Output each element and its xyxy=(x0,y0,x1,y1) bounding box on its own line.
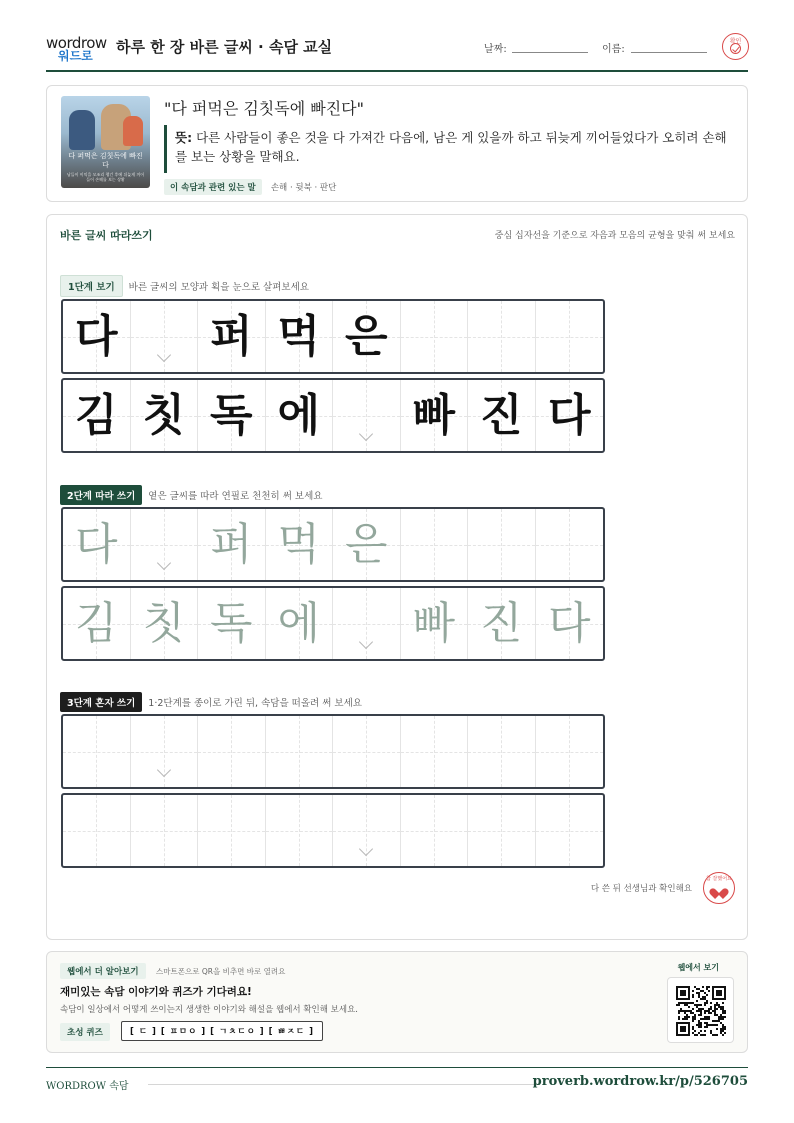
writing-cell xyxy=(63,301,131,372)
writing-cell xyxy=(333,380,401,451)
word-space-chevron-icon xyxy=(359,637,373,651)
writing-cell xyxy=(266,301,334,372)
step-3-desc: 1·2단계를 종이로 가린 뒤, 속담을 떠올려 써 보세요 xyxy=(148,697,362,709)
writing-cell[interactable] xyxy=(63,509,131,580)
step-1-badge: 1단계 보기 xyxy=(60,275,123,297)
writing-cell[interactable] xyxy=(536,795,604,866)
writing-glyph: 칫 xyxy=(142,598,185,649)
writing-glyph: 다 xyxy=(547,598,591,649)
writing-glyph: 다 xyxy=(547,390,591,441)
writing-cell xyxy=(198,301,266,372)
footer-rule xyxy=(148,1084,540,1085)
writing-cell[interactable] xyxy=(198,509,266,580)
writing-cell[interactable] xyxy=(468,588,536,659)
writing-glyph: 은 xyxy=(344,311,388,362)
stamp-label: 확인 xyxy=(729,38,742,45)
writing-cell xyxy=(266,380,334,451)
web-info-box xyxy=(46,951,748,1053)
writing-cell[interactable] xyxy=(401,716,469,787)
writing-glyph: 퍼 xyxy=(209,311,253,362)
check-note: 다 쓴 뒤 선생님과 확인해요 xyxy=(590,884,692,894)
related-list: 손해 · 뒷북 · 판단 xyxy=(270,182,337,193)
word-space-chevron-icon xyxy=(157,350,171,364)
footer-url[interactable]: proverb.wordrow.kr/p/526705 xyxy=(532,1074,748,1089)
writing-cell xyxy=(468,301,536,372)
writing-cell[interactable] xyxy=(333,795,401,866)
writing-cell xyxy=(198,380,266,451)
qr-code-icon xyxy=(676,986,726,1036)
step-3-badge: 3단계 혼자 쓰기 xyxy=(60,692,142,712)
writing-cell xyxy=(468,380,536,451)
step-3-row-2[interactable] xyxy=(61,793,605,868)
writing-cell[interactable] xyxy=(333,588,401,659)
web-headline: 재미있는 속담 이야기와 퀴즈가 기다려요! xyxy=(60,986,252,998)
meaning-text: 다른 사람들이 좋은 것을 다 가져간 다음에, 남은 게 있을까 하고 뒤늦게 끼어들었다가 오히려 손해를 보는 상황을 말해요. xyxy=(175,130,727,164)
section-title: 바른 글씨 따라쓰기 xyxy=(60,229,153,242)
writing-glyph: 빠 xyxy=(412,598,455,649)
quiz-label: 초성 퀴즈 xyxy=(60,1023,110,1041)
date-label: 날짜: xyxy=(484,44,507,55)
proverb-illustration xyxy=(61,96,150,188)
wordrow-logo xyxy=(46,34,108,64)
qr-code[interactable] xyxy=(667,977,734,1043)
step-2-row-2[interactable] xyxy=(61,586,605,661)
step-1-header xyxy=(60,275,309,295)
writing-glyph: 먹 xyxy=(277,519,320,570)
writing-cell[interactable] xyxy=(333,716,401,787)
check-stamp-icon xyxy=(722,33,749,60)
writing-glyph: 은 xyxy=(344,519,388,570)
writing-cell[interactable] xyxy=(468,716,536,787)
heart-stamp-icon xyxy=(703,872,735,904)
writing-glyph: 김 xyxy=(74,390,118,441)
writing-glyph: 진 xyxy=(479,598,523,649)
step-3-header xyxy=(60,691,362,711)
writing-glyph: 먹 xyxy=(277,311,320,362)
writing-cell xyxy=(131,301,199,372)
writing-cell[interactable] xyxy=(266,588,334,659)
step-2-header xyxy=(60,484,322,504)
writing-cell[interactable] xyxy=(198,795,266,866)
writing-practice-section xyxy=(46,214,748,940)
step-2-badge: 2단계 따라 쓰기 xyxy=(60,485,142,505)
word-space-chevron-icon xyxy=(359,844,373,858)
writing-cell[interactable] xyxy=(63,795,131,866)
proverb-meaning xyxy=(175,128,735,166)
date-field[interactable] xyxy=(512,52,588,53)
writing-cell xyxy=(131,380,199,451)
writing-cell xyxy=(536,301,604,372)
writing-glyph: 퍼 xyxy=(209,519,253,570)
related-words xyxy=(164,176,336,191)
web-description: 속담이 일상에서 어떻게 쓰이는지 생생한 이야기와 해설을 웹에서 확인해 보세요. xyxy=(60,1005,358,1015)
meaning-accent-bar xyxy=(164,125,167,173)
writing-cell[interactable] xyxy=(131,716,199,787)
writing-cell xyxy=(333,301,401,372)
step-1-row-1 xyxy=(61,299,605,374)
writing-cell[interactable] xyxy=(63,716,131,787)
step-2-row-1[interactable] xyxy=(61,507,605,582)
word-space-chevron-icon xyxy=(359,429,373,443)
writing-cell[interactable] xyxy=(468,795,536,866)
writing-cell[interactable] xyxy=(401,795,469,866)
writing-cell[interactable] xyxy=(266,795,334,866)
writing-glyph: 에 xyxy=(277,598,320,649)
writing-cell[interactable] xyxy=(63,588,131,659)
writing-cell xyxy=(536,380,604,451)
writing-glyph: 독 xyxy=(209,390,253,441)
writing-glyph: 다 xyxy=(74,519,118,570)
writing-cell[interactable] xyxy=(198,588,266,659)
initial-consonant-quiz: [ ㄷ ] [ ㅍㅁㅇ ] [ ㄱㅊㄷㅇ ] [ ㅃㅈㄷ ] xyxy=(121,1021,323,1041)
logo-text: wordrow xyxy=(46,34,107,52)
writing-cell[interactable] xyxy=(333,509,401,580)
writing-cell xyxy=(63,380,131,451)
name-label: 이름: xyxy=(602,44,625,55)
name-field[interactable] xyxy=(631,52,707,53)
page-header xyxy=(46,30,748,72)
footer-brand: WORDROW 속담 xyxy=(46,1081,129,1092)
writing-cell[interactable] xyxy=(468,509,536,580)
writing-glyph: 빠 xyxy=(412,390,455,441)
writing-cell[interactable] xyxy=(536,588,604,659)
stamp-text: 참 잘했어요 xyxy=(706,876,732,882)
writing-cell[interactable] xyxy=(266,716,334,787)
writing-cell[interactable] xyxy=(401,509,469,580)
proverb-title: "다 퍼먹은 김칫독에 빠진다" xyxy=(164,99,364,118)
word-space-chevron-icon xyxy=(157,765,171,779)
footer-divider xyxy=(46,1067,748,1068)
writing-cell[interactable] xyxy=(131,795,199,866)
writing-cell[interactable] xyxy=(536,509,604,580)
writing-cell xyxy=(401,380,469,451)
step-1-row-2 xyxy=(61,378,605,453)
writing-cell xyxy=(401,301,469,372)
proverb-card xyxy=(46,85,748,202)
writing-glyph: 다 xyxy=(74,311,118,362)
page-title: 하루 한 장 바른 글씨 · 속담 교실 xyxy=(116,38,333,56)
related-label: 이 속담과 관련 있는 말 xyxy=(164,179,262,195)
web-see-label: 웹에서 보기 xyxy=(677,963,719,972)
web-tag: 웹에서 더 알아보기 xyxy=(60,963,146,979)
illustration-subcaption: 남들이 이익을 모조리 챙긴 후에 뒤늦게 끼어들어 손해를 보는 상황 xyxy=(66,172,145,182)
writing-glyph: 김 xyxy=(74,598,118,649)
writing-glyph: 에 xyxy=(277,390,320,441)
illustration-caption: 다 퍼먹은 김칫독에 빠진다 xyxy=(68,152,143,169)
writing-cell[interactable] xyxy=(131,509,199,580)
writing-glyph: 칫 xyxy=(142,390,185,441)
writing-cell[interactable] xyxy=(131,588,199,659)
writing-cell[interactable] xyxy=(198,716,266,787)
writing-cell[interactable] xyxy=(536,716,604,787)
step-1-desc: 바른 글씨의 모양과 획을 눈으로 살펴보세요 xyxy=(128,282,309,293)
section-hint: 중심 십자선을 기준으로 자음과 모음의 균형을 맞춰 써 보세요 xyxy=(494,231,735,241)
step-3-row-1[interactable] xyxy=(61,714,605,789)
writing-glyph: 독 xyxy=(209,598,253,649)
writing-cell[interactable] xyxy=(401,588,469,659)
writing-cell[interactable] xyxy=(266,509,334,580)
web-subtext: 스마트폰으로 QR을 비추면 바로 열려요 xyxy=(156,967,286,976)
logo-korean: 워드로 xyxy=(58,49,93,63)
step-2-desc: 옅은 글씨를 따라 연필로 천천히 써 보세요 xyxy=(148,490,323,502)
writing-glyph: 진 xyxy=(479,390,523,441)
meaning-label: 뜻: xyxy=(175,130,193,145)
word-space-chevron-icon xyxy=(157,558,171,572)
